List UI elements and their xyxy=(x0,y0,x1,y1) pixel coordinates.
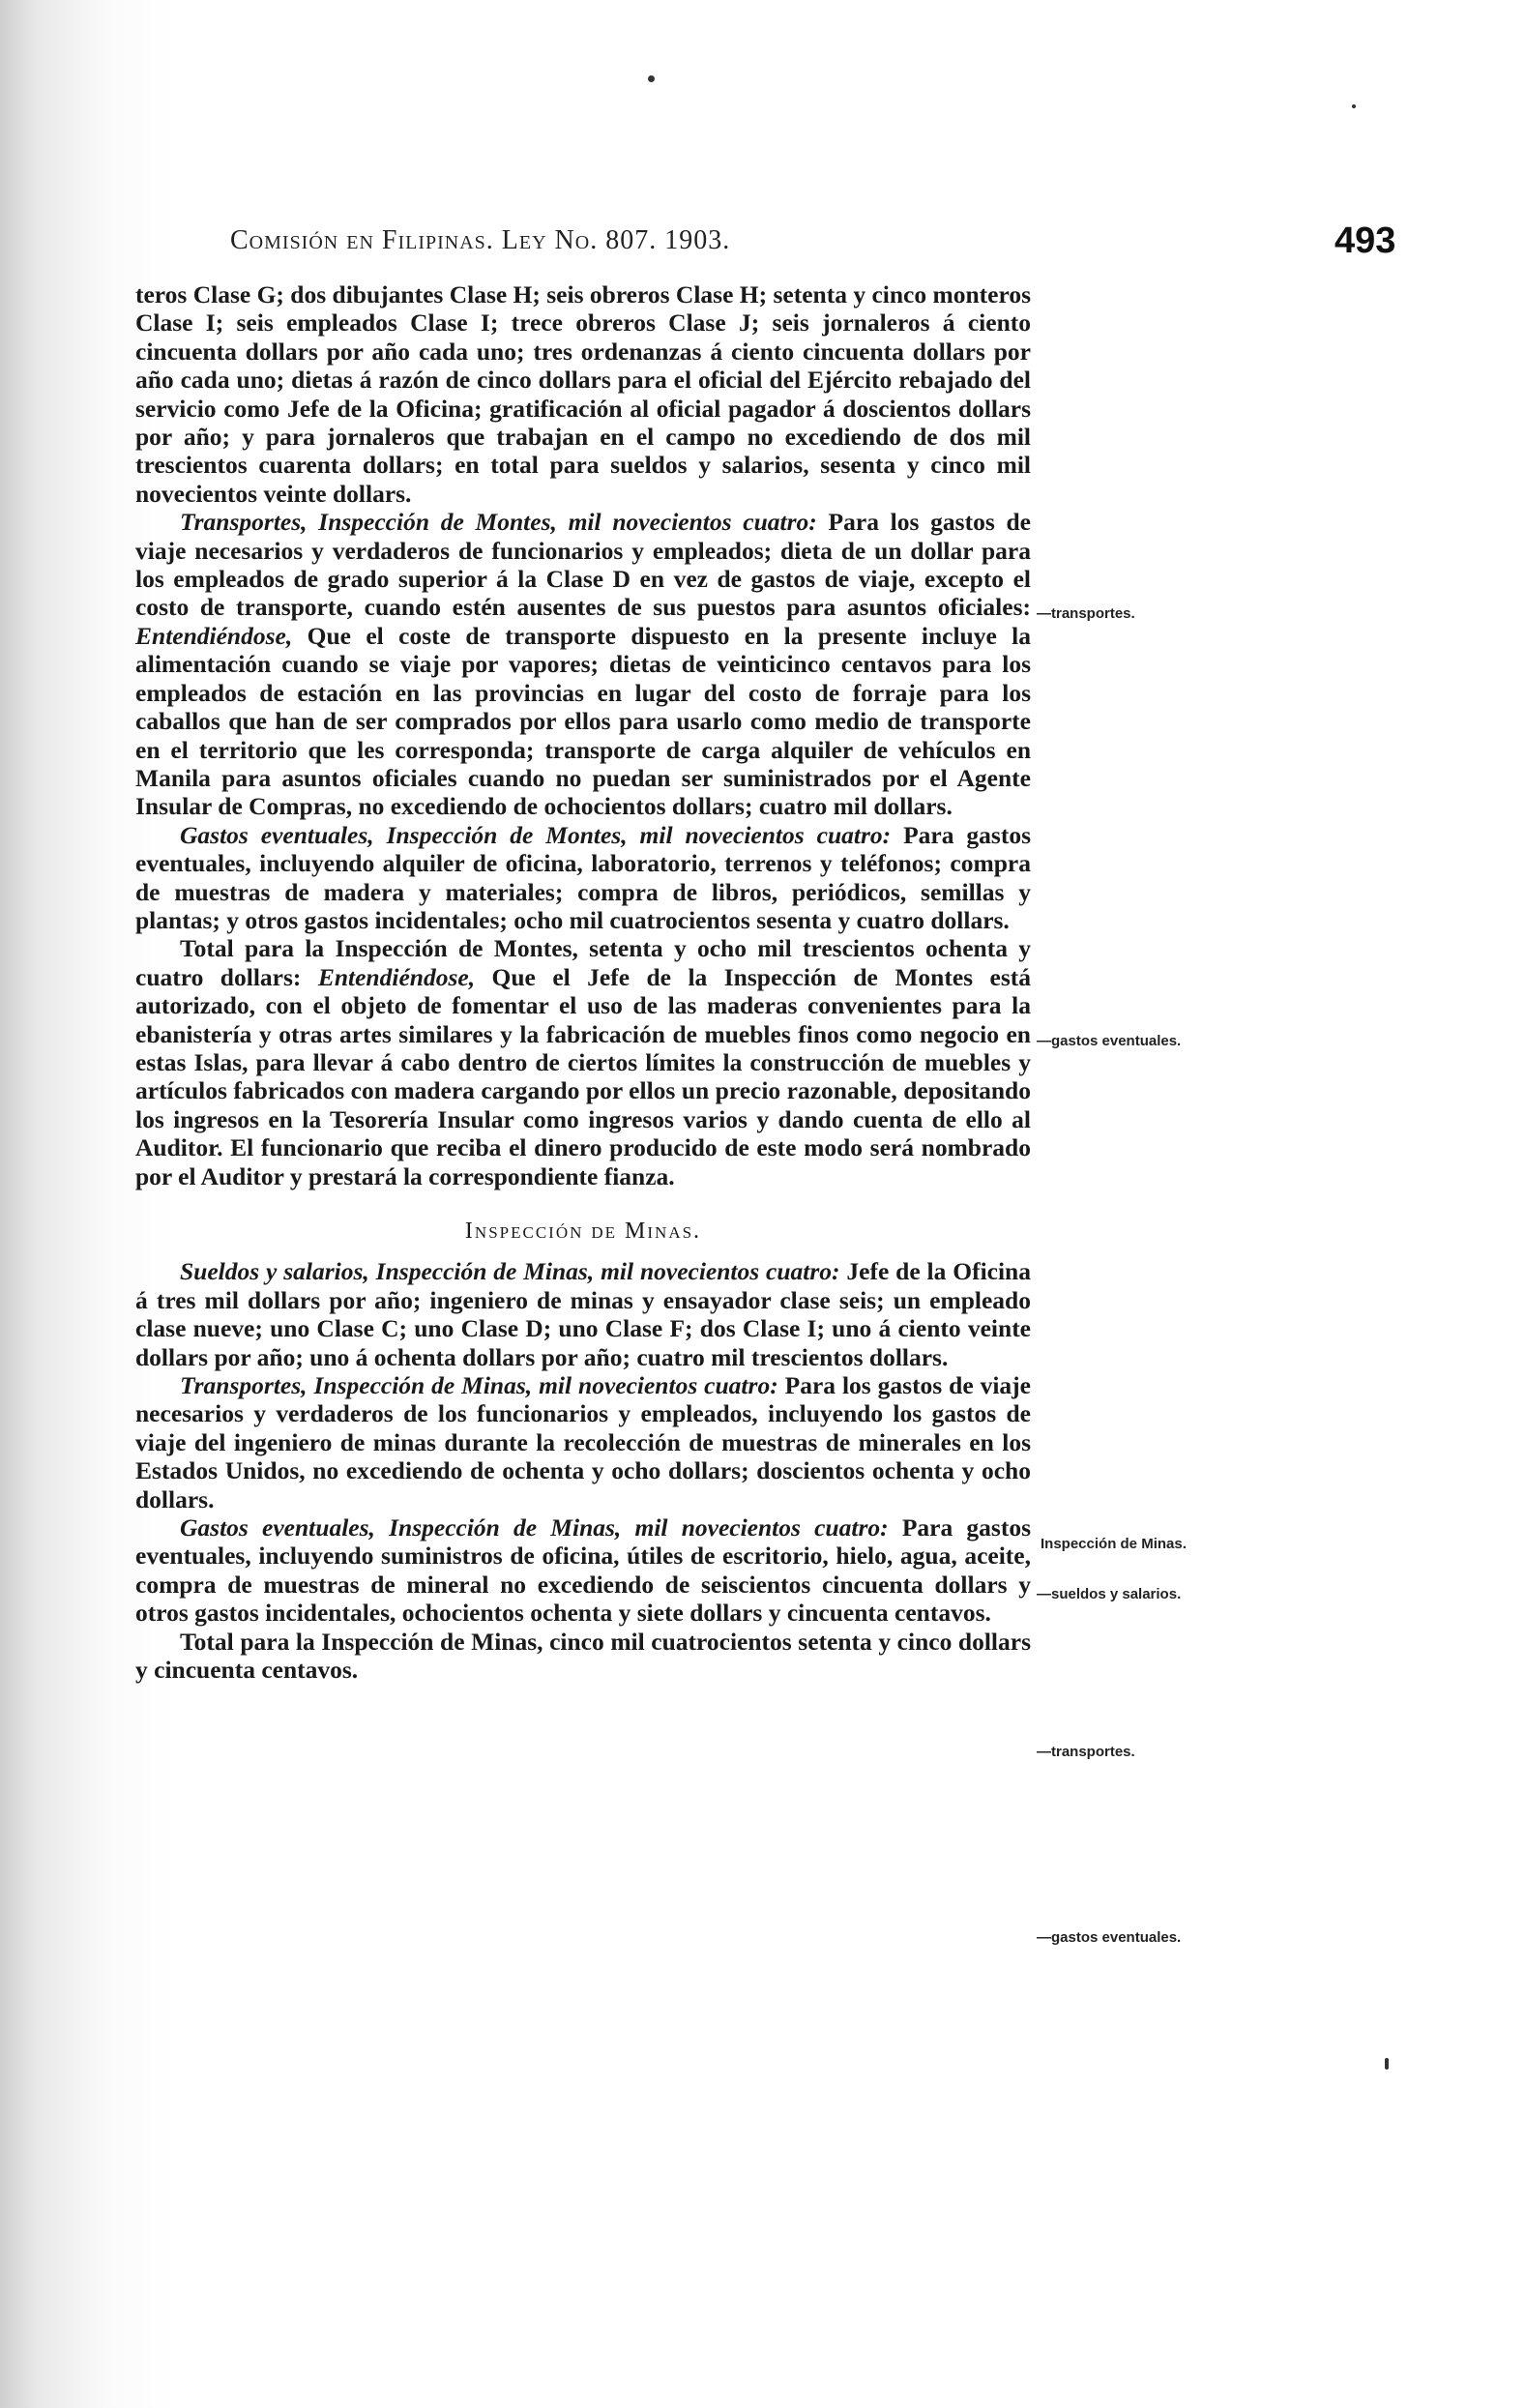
section-title: Sueldos y salarios, Inspección de Minas, mil novecientos cuatro: xyxy=(180,1257,840,1286)
section-title: Gastos eventuales, Inspección de Montes, mil novecientos cuatro: xyxy=(180,820,892,849)
paragraph xyxy=(135,1628,1031,1685)
paragraph xyxy=(135,280,1031,508)
ink-speck xyxy=(1385,2058,1389,2070)
proviso-word: Entendiéndose, xyxy=(317,962,476,991)
paragraph xyxy=(135,1257,1031,1371)
ink-speck xyxy=(648,75,655,82)
running-head: Comisión en Filipinas. Ley No. 807. 1903. xyxy=(230,225,731,255)
paragraph-text: Para gastos eventuales, incluyendo suministros de oficina, útiles de escritorio, hielo, agua, aceite, compra de muestras de mineral no excediendo de seiscientos cincuenta dollars y otros gastos incidentales, ochocientos ochenta y siete dollars y cincuenta centavos. xyxy=(135,1513,1032,1628)
margin-note-gastos-eventuales: —gastos eventuales. xyxy=(1037,1929,1182,1946)
margin-note-inspeccion-minas: Inspección de Minas. xyxy=(1041,1536,1187,1552)
paragraph xyxy=(135,1513,1031,1628)
body-text xyxy=(135,280,1031,1685)
paragraph-text: Total para la Inspección de Montes, setenta y ocho mil trescientos ochenta y cuatro dollars: xyxy=(135,934,1031,991)
proviso-word: Entendiéndose, xyxy=(135,621,293,650)
section-title: Transportes, Inspección de Montes, mil novecientos cuatro: xyxy=(180,508,817,537)
page-number: 493 xyxy=(1334,220,1396,261)
paragraph xyxy=(135,1371,1031,1513)
section-heading: Inspección de Minas. xyxy=(464,1219,702,1244)
paragraph xyxy=(135,934,1031,1190)
ink-speck xyxy=(1352,104,1356,108)
paragraph-text: Que el coste de transporte dispuesto en la presente incluye la alimentación cuando se viaje por vapores; dietas de veinticinco centavos para los empleados de estación en las provincias en lugar del costo de forraje para los caballos que han de ser comprados por ellos para usarlo como medio de transporte en el territorio que les corresponda; transporte de carga alquiler de vehículos en Manila para asuntos oficiales cuando no puedan ser suministrados por el Agente Insular de Compras, no excediendo de ochocientos dollars; cuatro mil dollars. xyxy=(135,621,1031,821)
paragraph-text: Para gastos eventuales, incluyendo alquiler de oficina, laboratorio, terrenos y teléfonos; compra de muestras de madera y materiales; compra de libros, periódicos, semillas y plantas; y otros gastos incidentales; ocho mil cuatrocientos sesenta y cuatro dollars. xyxy=(135,820,1032,934)
margin-note-transportes: —transportes. xyxy=(1037,605,1135,622)
margin-note-gastos-eventuales: —gastos eventuales. xyxy=(1037,1033,1182,1049)
paragraph-text: Para los gastos de viaje necesarios y verdaderos de los funcionarios y empleados, incluyendo los gastos de viaje del ingeniero de minas durante la recolección de muestras de minerales en los Estados Unidos, no excediendo de ochenta y ocho dollars; doscientos ochenta y ocho dollars. xyxy=(135,1371,1031,1513)
section-title: Transportes, Inspección de Minas, mil novecientos cuatro: xyxy=(180,1371,778,1400)
paragraph-text: Para los gastos de viaje necesarios y verdaderos de funcionarios y empleados; dieta de un dollar para los empleados de grado superior á la Clase D en vez de gastos de viaje, excepto el costo de transporte, cuando estén ausentes de sus puestos para asuntos oficiales: xyxy=(135,508,1031,622)
margin-note-transportes: —transportes. xyxy=(1037,1744,1135,1760)
margin-note-sueldos-salarios: —sueldos y salarios. xyxy=(1037,1586,1182,1602)
paragraph-text: Jefe de la Oficina á tres mil dollars por año; ingeniero de minas y ensayador clase seis; un empleado clase nueve; uno Clase C; uno Clase D; uno Clase F; dos Clase I; uno á ciento veinte dollars por año; uno á ochenta dollars por año; cuatro mil trescientos dollars. xyxy=(135,1257,1031,1371)
section-title: Gastos eventuales, Inspección de Minas, mil novecientos cuatro: xyxy=(180,1513,889,1542)
paragraph-text: Que el Jefe de la Inspección de Montes está autorizado, con el objeto de fomentar el uso de las maderas convenientes para la ebanistería y otras artes similares y la fabricación de muebles finos como negocio en estas Islas, para llevar á cabo dentro de ciertos límites la construcción de muebles y artículos fabricados con madera cargando por ellos un precio razonable, depositando los ingresos en la Tesorería Insular como ingresos varios y dando cuenta de ello al Auditor. El funcionario que reciba el dinero producido de este modo será nombrado por el Auditor y prestará la correspondiente fianza. xyxy=(135,962,1031,1190)
paragraph xyxy=(135,508,1031,820)
paragraph-text: Total para la Inspección de Minas, cinco mil cuatrocientos setenta y cinco dollars y cincuenta centavos. xyxy=(135,1627,1031,1685)
paragraph xyxy=(135,821,1031,935)
paragraph-text: teros Clase G; dos dibujantes Clase H; seis obreros Clase H; setenta y cinco monteros Clase I; seis empleados Clase I; trece obreros Clase J; seis jornaleros á ciento cincuenta dollars por año cada uno; tres ordenanzas á ciento cincuenta dollars por año cada uno; dietas á razón de cinco dollars para el oficial del Ejército rebajado del servicio como Jefe de la Oficina; gratificación al oficial pagador á doscientos dollars por año; y para jornaleros que trabajan en el campo no excediendo de dos mil trescientos cuarenta dollars; en total para sueldos y salarios, sesenta y cinco mil novecientos veinte dollars. xyxy=(135,280,1031,508)
